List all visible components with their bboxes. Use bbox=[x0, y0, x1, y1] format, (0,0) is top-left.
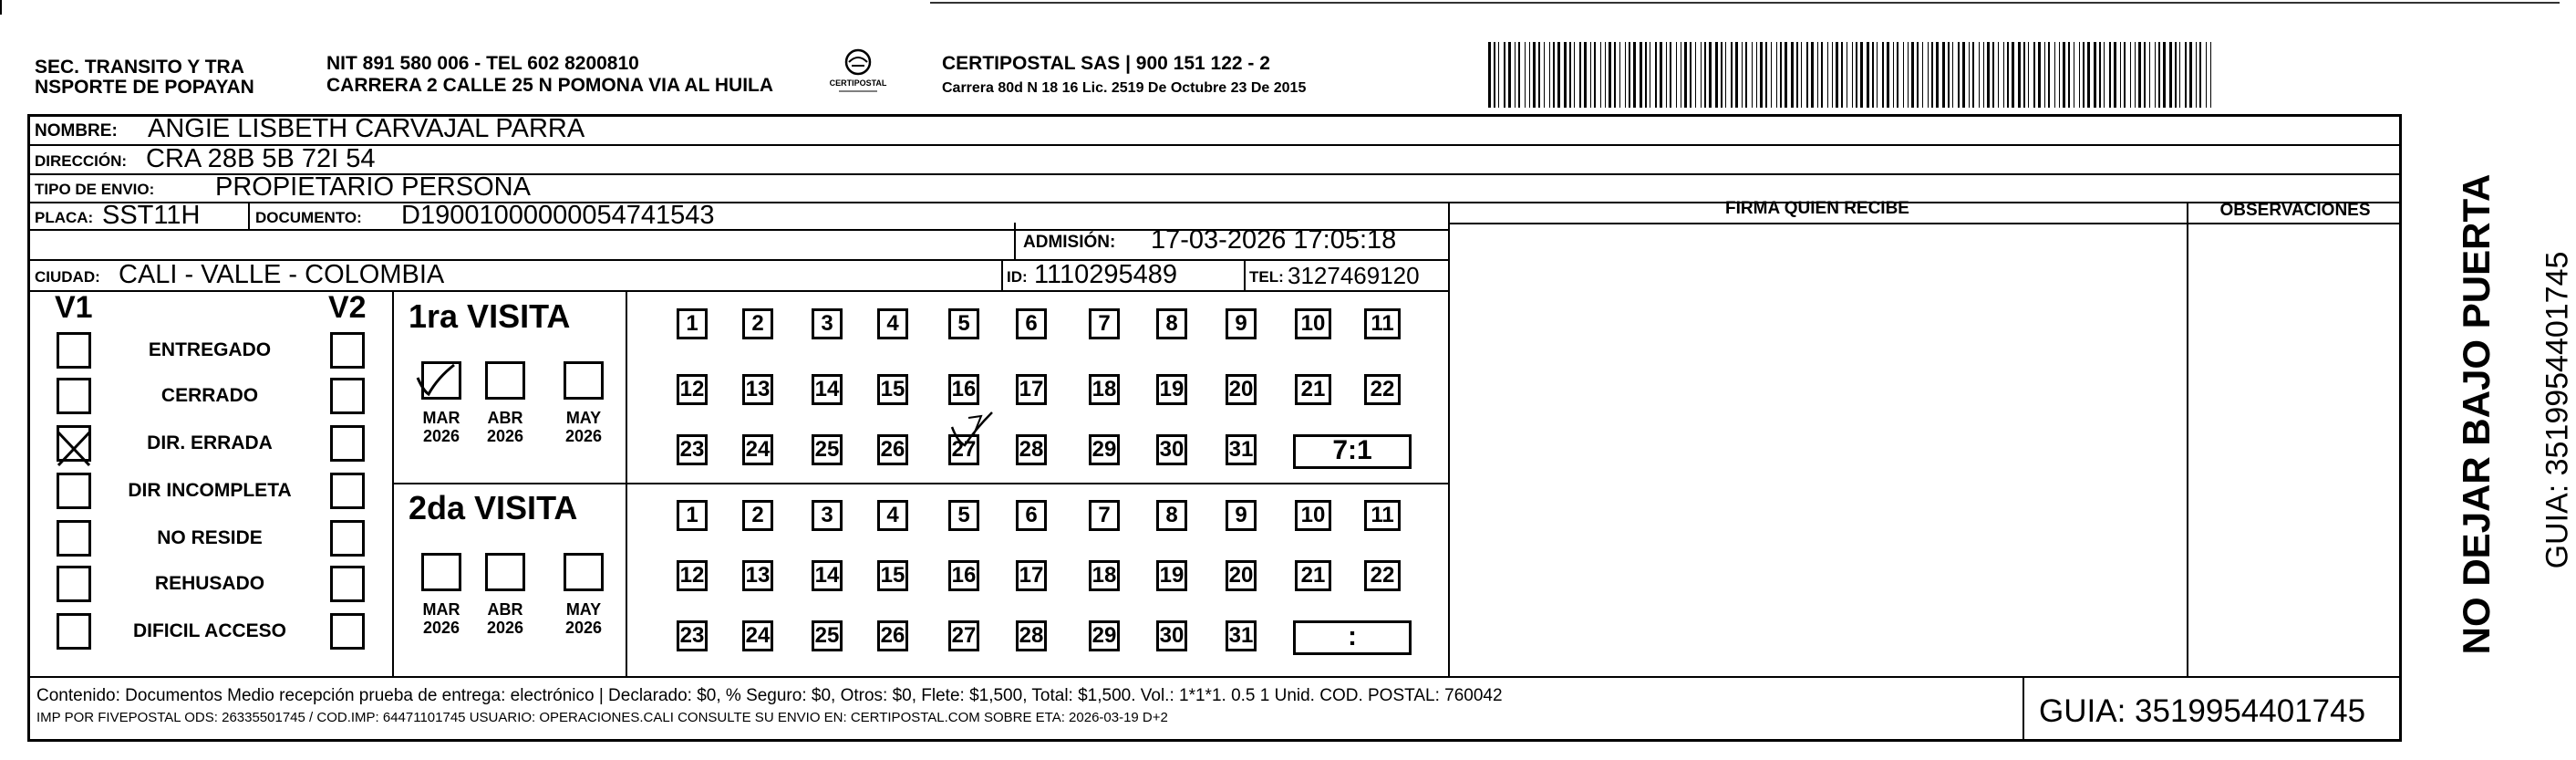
v1-checkbox[interactable] bbox=[57, 473, 91, 509]
day-checkbox[interactable]: 3 bbox=[812, 500, 843, 531]
tipo-envio-value: PROPIETARIO PERSONA bbox=[215, 172, 531, 202]
side-notice bbox=[2404, 146, 2575, 675]
top-edge-line bbox=[930, 2, 2560, 4]
footer-line-1: Contenido: Documentos Medio recepción prueba de entrega: electrónico | Declarado: $0, % Seguro: $0, Otros: $0, Flete: $1,500, Total: $1,500. Vol.: 1*1*1. 0.5 1 Unid. COD. POSTAL: 760042 bbox=[36, 686, 1503, 705]
tel-label: TEL: bbox=[1249, 268, 1284, 286]
day-checkbox[interactable]: 9 bbox=[1226, 308, 1257, 339]
day-checkbox[interactable]: 17 bbox=[1016, 560, 1047, 591]
v1-checkbox[interactable] bbox=[57, 332, 91, 369]
month-year: 2026 bbox=[486, 619, 524, 637]
day-checkbox[interactable]: 24 bbox=[742, 434, 773, 465]
sender-line-1: SEC. TRANSITO Y TRA bbox=[35, 57, 244, 78]
day-checkbox[interactable]: 23 bbox=[677, 620, 708, 651]
status-option-label: CERRADO bbox=[160, 385, 259, 406]
v1-label: V1 bbox=[55, 290, 93, 325]
v2-checkbox[interactable] bbox=[330, 613, 365, 650]
corner-mark bbox=[0, 0, 5, 15]
time-field[interactable]: : bbox=[1293, 620, 1412, 655]
id-label: ID: bbox=[1007, 268, 1028, 286]
v2-checkbox[interactable] bbox=[330, 566, 365, 602]
address-line: CARRERA 2 CALLE 25 N POMONA VIA AL HUILA bbox=[326, 75, 774, 96]
day-checkbox[interactable]: 23 bbox=[677, 434, 708, 465]
day-checkbox[interactable]: 4 bbox=[877, 308, 908, 339]
day-checkbox[interactable]: 22 bbox=[1364, 560, 1401, 591]
month-name: MAY bbox=[565, 409, 602, 427]
admision-value: 17-03-2026 17:05:18 bbox=[1151, 225, 1397, 255]
v1-checkbox[interactable] bbox=[57, 613, 91, 650]
day-checkbox[interactable]: 27 bbox=[948, 434, 979, 465]
day-checkbox[interactable]: 19 bbox=[1156, 374, 1187, 405]
column-divider bbox=[2187, 202, 2188, 676]
status-option-label: ENTREGADO bbox=[148, 339, 272, 360]
cell-divider bbox=[1244, 259, 1246, 290]
day-checkbox[interactable]: 6 bbox=[1016, 500, 1047, 531]
month-label bbox=[416, 600, 467, 637]
handwritten-check-day bbox=[948, 409, 996, 449]
day-checkbox[interactable]: 25 bbox=[812, 434, 843, 465]
month-year: 2026 bbox=[422, 619, 460, 637]
side-notice-line2: GUIA: 3519954401745 bbox=[2540, 251, 2575, 569]
day-checkbox[interactable]: 7 bbox=[1089, 308, 1120, 339]
month-checkbox[interactable] bbox=[421, 553, 461, 591]
guia-divider bbox=[2023, 676, 2024, 742]
cell-divider bbox=[1001, 259, 1003, 290]
day-checkbox[interactable]: 21 bbox=[1295, 374, 1331, 405]
month-name: MAR bbox=[422, 409, 460, 427]
nombre-label: NOMBRE: bbox=[35, 121, 118, 141]
status-option-label: DIFICIL ACCESO bbox=[132, 620, 286, 641]
day-checkbox[interactable]: 13 bbox=[742, 374, 773, 405]
day-checkbox[interactable]: 17 bbox=[1016, 374, 1047, 405]
day-checkbox[interactable]: 18 bbox=[1089, 374, 1120, 405]
header-underline bbox=[1448, 223, 2402, 224]
row-divider bbox=[27, 290, 1450, 292]
tel-value: 3127469120 bbox=[1288, 262, 1420, 289]
day-checkbox[interactable]: 12 bbox=[677, 560, 708, 591]
v1-checkbox[interactable] bbox=[57, 520, 91, 557]
day-checkbox[interactable]: 31 bbox=[1226, 620, 1257, 651]
month-label bbox=[480, 600, 531, 637]
day-checkbox[interactable]: 12 bbox=[677, 374, 708, 405]
day-checkbox[interactable]: 30 bbox=[1156, 434, 1187, 465]
sender-line-2: NSPORTE DE POPAYAN bbox=[35, 77, 254, 98]
month-year: 2026 bbox=[564, 619, 603, 637]
v2-checkbox[interactable] bbox=[330, 473, 365, 509]
v2-checkbox[interactable] bbox=[330, 332, 365, 369]
status-option-label: REHUSADO bbox=[154, 573, 265, 594]
v2-label: V2 bbox=[328, 290, 367, 325]
day-checkbox[interactable]: 29 bbox=[1089, 434, 1120, 465]
footer-divider bbox=[27, 676, 2402, 678]
day-checkbox[interactable]: 29 bbox=[1089, 620, 1120, 651]
barcode-icon bbox=[1488, 42, 2218, 108]
time-field[interactable]: 7:1 bbox=[1293, 434, 1412, 469]
day-checkbox[interactable]: 21 bbox=[1295, 560, 1331, 591]
day-checkbox[interactable]: 15 bbox=[877, 374, 908, 405]
guia-number: GUIA: 3519954401745 bbox=[2039, 693, 2366, 729]
day-checkbox[interactable]: 20 bbox=[1226, 374, 1257, 405]
day-checkbox[interactable]: 24 bbox=[742, 620, 773, 651]
placa-value: SST11H bbox=[102, 201, 201, 230]
visit-divider bbox=[392, 483, 1450, 484]
day-checkbox[interactable]: 1 bbox=[677, 500, 708, 531]
company-line: CERTIPOSTAL SAS | 900 151 122 - 2 bbox=[942, 53, 1270, 74]
ciudad-value: CALI - VALLE - COLOMBIA bbox=[119, 260, 445, 289]
row-divider bbox=[27, 144, 2402, 146]
month-checkbox[interactable] bbox=[485, 361, 525, 400]
id-value: 1110295489 bbox=[1034, 260, 1177, 289]
direccion-value: CRA 28B 5B 72I 54 bbox=[146, 144, 376, 173]
handwritten-check-month bbox=[414, 361, 458, 398]
month-year: 2026 bbox=[564, 427, 603, 445]
day-checkbox[interactable]: 31 bbox=[1226, 434, 1257, 465]
month-label bbox=[480, 409, 531, 445]
certipostal-logo bbox=[830, 46, 886, 100]
license-line: Carrera 80d N 18 16 Lic. 2519 De Octubre 23 De 2015 bbox=[942, 80, 1307, 96]
day-checkbox[interactable]: 20 bbox=[1226, 560, 1257, 591]
day-checkbox[interactable]: 10 bbox=[1295, 308, 1331, 339]
month-name: MAY bbox=[565, 600, 602, 619]
handwritten-check-v1 bbox=[57, 429, 91, 469]
month-name: MAR bbox=[422, 600, 460, 619]
v2-checkbox[interactable] bbox=[330, 425, 365, 462]
day-checkbox[interactable]: 8 bbox=[1156, 308, 1187, 339]
month-label bbox=[416, 409, 467, 445]
status-option-label: DIR INCOMPLETA bbox=[128, 480, 292, 501]
documento-value: D19001000000054741543 bbox=[401, 201, 715, 230]
day-checkbox[interactable]: 8 bbox=[1156, 500, 1187, 531]
month-checkbox[interactable] bbox=[485, 553, 525, 591]
month-name: ABR bbox=[487, 409, 523, 427]
month-year: 2026 bbox=[486, 427, 524, 445]
day-checkbox[interactable]: 28 bbox=[1016, 434, 1047, 465]
day-checkbox[interactable]: 26 bbox=[877, 620, 908, 651]
month-label bbox=[558, 600, 609, 637]
day-checkbox[interactable]: 3 bbox=[812, 308, 843, 339]
svg-text:CERTIPOSTAL: CERTIPOSTAL bbox=[829, 78, 887, 88]
v1-checkbox[interactable] bbox=[57, 566, 91, 602]
month-checkbox[interactable] bbox=[564, 361, 604, 400]
nombre-value: ANGIE LISBETH CARVAJAL PARRA bbox=[148, 114, 585, 143]
v1-checkbox[interactable] bbox=[57, 378, 91, 414]
footer-line-2: IMP POR FIVEPOSTAL ODS: 26335501745 / COD.IMP: 64471101745 USUARIO: OPERACIONES.CALI CONSULTE SU ENVIO EN: CERTIPOSTAL.COM SOBRE ETA: 2026-03-19 D+2 bbox=[36, 710, 1168, 725]
day-checkbox[interactable]: 14 bbox=[812, 374, 843, 405]
day-checkbox[interactable]: 22 bbox=[1364, 374, 1401, 405]
observaciones-header: OBSERVACIONES bbox=[2219, 201, 2371, 220]
day-checkbox[interactable]: 5 bbox=[948, 500, 979, 531]
day-checkbox[interactable]: 11 bbox=[1364, 500, 1401, 531]
day-checkbox[interactable]: 2 bbox=[742, 308, 773, 339]
documento-label: DOCUMENTO: bbox=[255, 209, 362, 226]
day-checkbox[interactable]: 19 bbox=[1156, 560, 1187, 591]
nit-line: NIT 891 580 006 - TEL 602 8200810 bbox=[326, 53, 639, 74]
visit2-title: 2da VISITA bbox=[409, 489, 578, 526]
firma-header: FIRMA QUIEN RECIBE bbox=[1725, 199, 1909, 218]
day-checkbox[interactable]: 11 bbox=[1364, 308, 1401, 339]
day-checkbox[interactable]: 16 bbox=[948, 560, 979, 591]
month-year: 2026 bbox=[422, 427, 460, 445]
day-checkbox[interactable]: 6 bbox=[1016, 308, 1047, 339]
cell-divider bbox=[248, 202, 250, 229]
day-checkbox[interactable]: 15 bbox=[877, 560, 908, 591]
day-checkbox[interactable]: 16 bbox=[948, 374, 979, 405]
status-option-label: NO RESIDE bbox=[157, 527, 263, 548]
placa-label: PLACA: bbox=[35, 209, 94, 226]
visit1-title: 1ra VISITA bbox=[409, 297, 571, 335]
day-checkbox[interactable]: 28 bbox=[1016, 620, 1047, 651]
ciudad-label: CIUDAD: bbox=[35, 268, 100, 286]
v2-checkbox[interactable] bbox=[330, 520, 365, 557]
day-checkbox[interactable]: 9 bbox=[1226, 500, 1257, 531]
admision-label: ADMISIÓN: bbox=[1023, 233, 1116, 252]
day-checkbox[interactable]: 4 bbox=[877, 500, 908, 531]
day-checkbox[interactable]: 25 bbox=[812, 620, 843, 651]
side-notice-line1: NO DEJAR BAJO PUERTA bbox=[2455, 173, 2498, 655]
direccion-label: DIRECCIÓN: bbox=[35, 152, 128, 170]
day-checkbox[interactable]: 30 bbox=[1156, 620, 1187, 651]
v2-checkbox[interactable] bbox=[330, 378, 365, 414]
day-checkbox[interactable]: 14 bbox=[812, 560, 843, 591]
day-checkbox[interactable]: 10 bbox=[1295, 500, 1331, 531]
day-checkbox[interactable]: 7 bbox=[1089, 500, 1120, 531]
day-checkbox[interactable]: 2 bbox=[742, 500, 773, 531]
day-checkbox[interactable]: 13 bbox=[742, 560, 773, 591]
day-checkbox[interactable]: 27 bbox=[948, 620, 979, 651]
month-checkbox[interactable] bbox=[564, 553, 604, 591]
month-name: ABR bbox=[487, 600, 523, 619]
day-checkbox[interactable]: 5 bbox=[948, 308, 979, 339]
status-option-label: DIR. ERRADA bbox=[147, 432, 273, 453]
month-label bbox=[558, 409, 609, 445]
column-divider bbox=[1448, 202, 1450, 676]
day-checkbox[interactable]: 26 bbox=[877, 434, 908, 465]
day-checkbox[interactable]: 18 bbox=[1089, 560, 1120, 591]
tipo-envio-label: TIPO DE ENVIO: bbox=[35, 181, 155, 198]
day-checkbox[interactable]: 1 bbox=[677, 308, 708, 339]
